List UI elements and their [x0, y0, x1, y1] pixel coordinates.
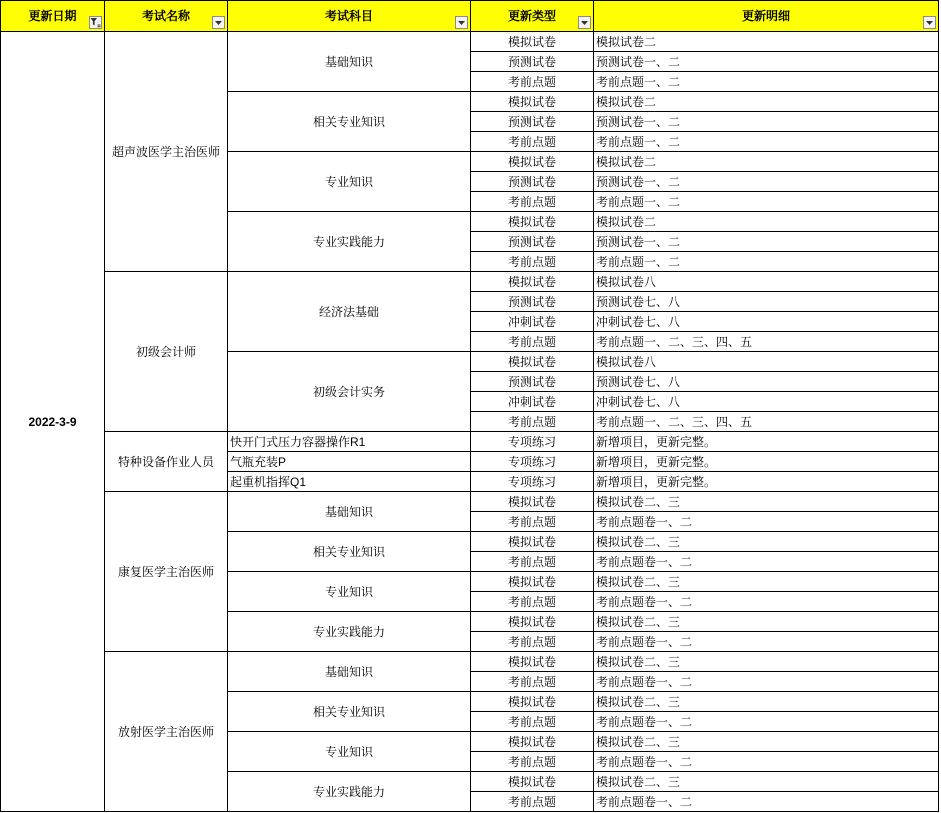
update-type-cell[interactable]: 考前点题: [471, 632, 594, 652]
update-type-cell[interactable]: 专项练习: [471, 432, 594, 452]
update-type-cell[interactable]: 模拟试卷: [471, 32, 594, 52]
dropdown-arrow-icon[interactable]: [455, 16, 468, 29]
subject-cell[interactable]: 基础知识: [228, 492, 471, 532]
update-detail-cell[interactable]: 考前点题一、二: [594, 192, 939, 212]
update-detail-cell[interactable]: 模拟试卷二: [594, 32, 939, 52]
update-detail-cell[interactable]: 考前点题卷一、二: [594, 752, 939, 772]
update-type-cell[interactable]: 预测试卷: [471, 232, 594, 252]
update-detail-cell[interactable]: 考前点题卷一、二: [594, 592, 939, 612]
update-type-cell[interactable]: 预测试卷: [471, 52, 594, 72]
table-row: [1, 32, 939, 52]
exam-name-cell[interactable]: 放射医学主治医师: [105, 652, 228, 812]
update-detail-cell[interactable]: 模拟试卷二、三: [594, 772, 939, 792]
exam-name-cell[interactable]: 特种设备作业人员: [105, 432, 228, 492]
update-type-cell[interactable]: 预测试卷: [471, 172, 594, 192]
update-detail-cell[interactable]: 预测试卷一、二: [594, 112, 939, 132]
update-type-cell[interactable]: 冲刺试卷: [471, 312, 594, 332]
update-detail-cell[interactable]: 模拟试卷八: [594, 272, 939, 292]
header-row: [1, 1, 939, 32]
update-detail-cell[interactable]: 考前点题一、二: [594, 252, 939, 272]
update-type-cell[interactable]: 模拟试卷: [471, 692, 594, 712]
update-detail-cell[interactable]: 考前点题一、二、三、四、五: [594, 412, 939, 432]
update-type-cell[interactable]: 考前点题: [471, 412, 594, 432]
subject-cell[interactable]: 专业知识: [228, 152, 471, 212]
update-type-cell[interactable]: 考前点题: [471, 752, 594, 772]
update-detail-cell[interactable]: 模拟试卷二、三: [594, 692, 939, 712]
subject-cell[interactable]: 快开门式压力容器操作R1: [228, 432, 471, 452]
update-detail-cell[interactable]: 预测试卷一、二: [594, 232, 939, 252]
subject-cell[interactable]: 基础知识: [228, 32, 471, 92]
update-type-cell[interactable]: 预测试卷: [471, 372, 594, 392]
sheet-body: [1, 32, 939, 812]
update-type-cell[interactable]: 模拟试卷: [471, 212, 594, 232]
update-detail-cell[interactable]: 考前点题卷一、二: [594, 552, 939, 572]
header-exam: [105, 1, 228, 32]
update-detail-cell[interactable]: 考前点题卷一、二: [594, 512, 939, 532]
header-type-label: 更新类型: [507, 9, 556, 23]
update-type-cell[interactable]: 模拟试卷: [471, 92, 594, 112]
subject-cell[interactable]: 专业实践能力: [228, 772, 471, 812]
update-type-cell[interactable]: 专项练习: [471, 472, 594, 492]
update-detail-cell[interactable]: 模拟试卷二、三: [594, 532, 939, 552]
update-detail-cell[interactable]: 模拟试卷二: [594, 212, 939, 232]
subject-cell[interactable]: 经济法基础: [228, 272, 471, 352]
table-row: [1, 432, 939, 452]
update-type-cell[interactable]: 预测试卷: [471, 292, 594, 312]
update-detail-cell[interactable]: 预测试卷一、二: [594, 172, 939, 192]
update-detail-cell[interactable]: 新增项目，更新完整。: [594, 432, 939, 452]
exam-name-cell[interactable]: 超声波医学主治医师: [105, 32, 228, 272]
update-type-cell[interactable]: 专项练习: [471, 452, 594, 472]
table-row: [1, 652, 939, 672]
update-detail-cell[interactable]: 新增项目，更新完整。: [594, 472, 939, 492]
update-detail-cell[interactable]: 模拟试卷二、三: [594, 492, 939, 512]
update-detail-cell[interactable]: 模拟试卷八: [594, 352, 939, 372]
subject-cell[interactable]: 专业知识: [228, 732, 471, 772]
subject-cell[interactable]: 专业实践能力: [228, 212, 471, 272]
update-type-cell[interactable]: 冲刺试卷: [471, 392, 594, 412]
update-type-cell[interactable]: 模拟试卷: [471, 352, 594, 372]
update-type-cell[interactable]: 考前点题: [471, 132, 594, 152]
update-detail-cell[interactable]: 新增项目，更新完整。: [594, 452, 939, 472]
exam-name-cell[interactable]: 康复医学主治医师: [105, 492, 228, 652]
header-exam-label: 考试名称: [141, 9, 190, 23]
update-type-cell[interactable]: 预测试卷: [471, 112, 594, 132]
update-detail-cell[interactable]: 预测试卷一、二: [594, 52, 939, 72]
subject-cell[interactable]: 专业实践能力: [228, 612, 471, 652]
dropdown-arrow-icon[interactable]: [923, 16, 936, 29]
update-detail-cell[interactable]: 考前点题卷一、二: [594, 792, 939, 812]
exam-name-cell[interactable]: 初级会计师: [105, 272, 228, 432]
table-row: [1, 272, 939, 292]
subject-cell[interactable]: 气瓶充装P: [228, 452, 471, 472]
header-date: [1, 1, 105, 32]
subject-cell[interactable]: 相关专业知识: [228, 532, 471, 572]
update-detail-cell[interactable]: 考前点题卷一、二: [594, 712, 939, 732]
update-detail-cell[interactable]: 考前点题一、二: [594, 72, 939, 92]
update-detail-cell[interactable]: 模拟试卷二、三: [594, 652, 939, 672]
update-detail-cell[interactable]: 冲刺试卷七、八: [594, 392, 939, 412]
header-subject-label: 考试科目: [324, 9, 373, 23]
subject-cell[interactable]: 起重机指挥Q1: [228, 472, 471, 492]
subject-cell[interactable]: 初级会计实务: [228, 352, 471, 432]
dropdown-arrow-icon[interactable]: [578, 16, 591, 29]
update-detail-cell[interactable]: 模拟试卷二、三: [594, 732, 939, 752]
subject-cell[interactable]: 相关专业知识: [228, 692, 471, 732]
update-type-cell[interactable]: 考前点题: [471, 672, 594, 692]
update-type-cell[interactable]: 考前点题: [471, 192, 594, 212]
update-type-cell[interactable]: 考前点题: [471, 792, 594, 812]
subject-cell[interactable]: 专业知识: [228, 572, 471, 612]
dropdown-arrow-icon[interactable]: [212, 16, 225, 29]
update-detail-cell[interactable]: 模拟试卷二: [594, 152, 939, 172]
update-type-cell[interactable]: 模拟试卷: [471, 492, 594, 512]
header-type: [471, 1, 594, 32]
update-date-cell[interactable]: 2022-3-9: [1, 32, 105, 812]
update-type-cell[interactable]: 模拟试卷: [471, 772, 594, 792]
header-detail-label: 更新明细: [741, 9, 790, 23]
update-type-cell[interactable]: 考前点题: [471, 552, 594, 572]
update-type-cell[interactable]: 模拟试卷: [471, 652, 594, 672]
update-type-cell[interactable]: 模拟试卷: [471, 272, 594, 292]
header-subject: [228, 1, 471, 32]
update-type-cell[interactable]: 考前点题: [471, 592, 594, 612]
update-type-cell[interactable]: 考前点题: [471, 252, 594, 272]
header-date-label: 更新日期: [28, 9, 77, 23]
update-type-cell[interactable]: 模拟试卷: [471, 732, 594, 752]
update-type-cell[interactable]: 模拟试卷: [471, 612, 594, 632]
update-type-cell[interactable]: 考前点题: [471, 72, 594, 92]
update-detail-cell[interactable]: 考前点题一、二、三、四、五: [594, 332, 939, 352]
update-type-cell[interactable]: 模拟试卷: [471, 572, 594, 592]
update-detail-cell[interactable]: 冲刺试卷七、八: [594, 312, 939, 332]
update-type-cell[interactable]: 考前点题: [471, 512, 594, 532]
update-detail-cell[interactable]: 模拟试卷二、三: [594, 612, 939, 632]
update-type-cell[interactable]: 考前点题: [471, 332, 594, 352]
subject-cell[interactable]: 相关专业知识: [228, 92, 471, 152]
filter-active-icon[interactable]: [89, 16, 102, 29]
update-detail-cell[interactable]: 模拟试卷二: [594, 92, 939, 112]
header-detail: [594, 1, 939, 32]
update-type-cell[interactable]: 考前点题: [471, 712, 594, 732]
update-detail-cell[interactable]: 模拟试卷二、三: [594, 572, 939, 592]
update-detail-cell[interactable]: 考前点题一、二: [594, 132, 939, 152]
update-detail-cell[interactable]: 考前点题卷一、二: [594, 632, 939, 652]
subject-cell[interactable]: 基础知识: [228, 652, 471, 692]
update-detail-cell[interactable]: 预测试卷七、八: [594, 292, 939, 312]
update-detail-cell[interactable]: 考前点题卷一、二: [594, 672, 939, 692]
update-type-cell[interactable]: 模拟试卷: [471, 532, 594, 552]
update-type-cell[interactable]: 模拟试卷: [471, 152, 594, 172]
table-row: [1, 492, 939, 512]
update-detail-cell[interactable]: 预测试卷七、八: [594, 372, 939, 392]
